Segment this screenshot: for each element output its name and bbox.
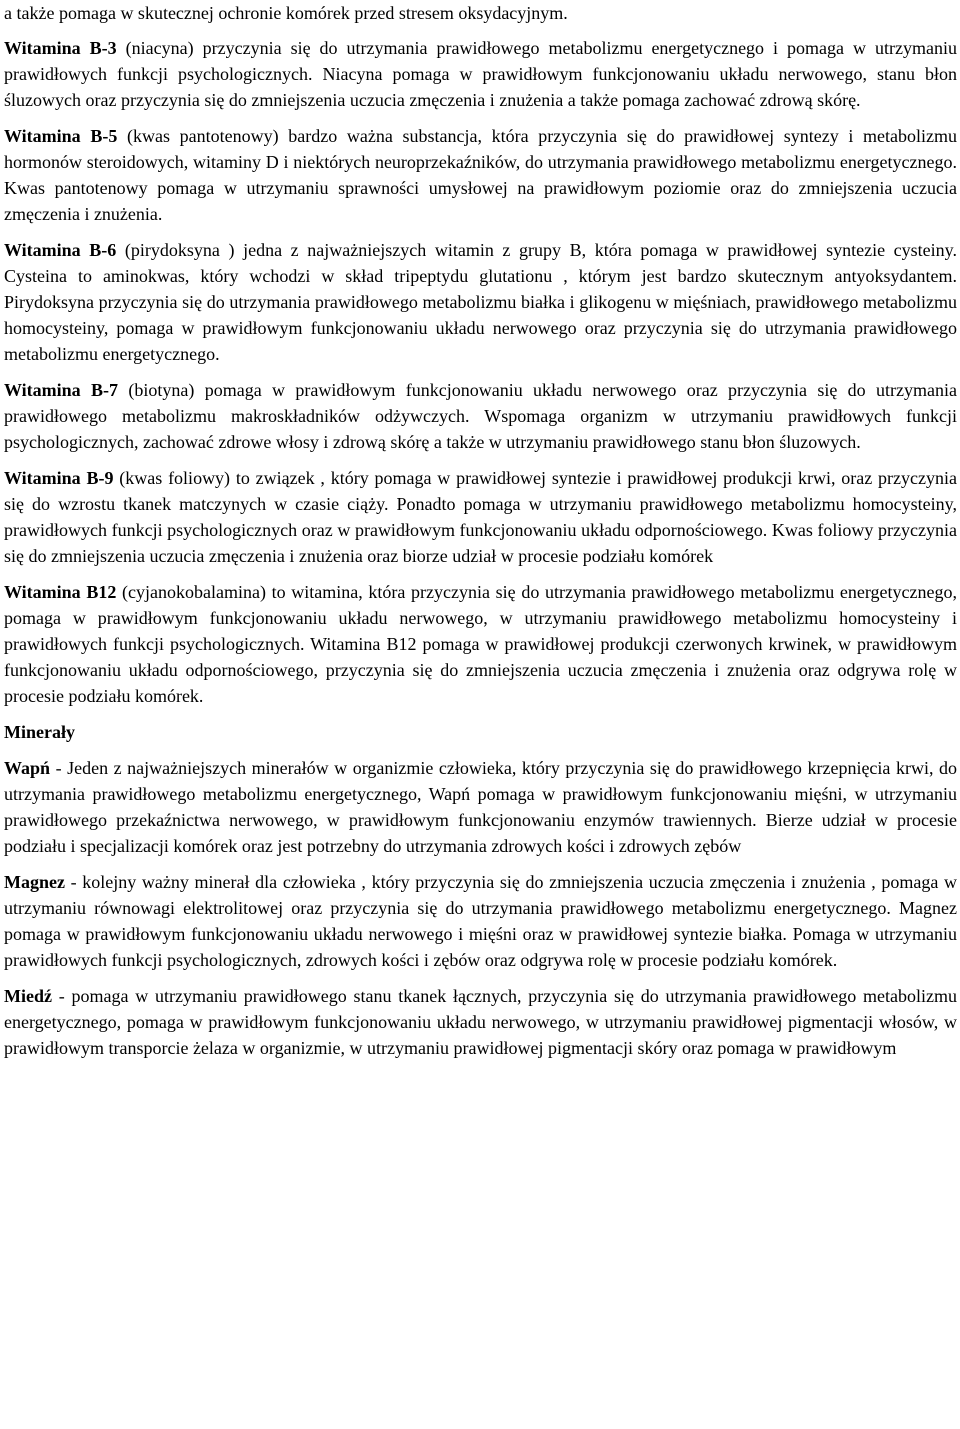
document-page [4,0,957,1071]
vitamin-b12-heading: Witamina B12 [4,582,117,602]
paragraph-text: (niacyna) przyczynia się do utrzymania prawidłowego metabolizmu energetycznego i pomaga w utrzymaniu prawidłowych funkcji psychologicznych. Niacyna pomaga w prawidłowym funkcjonowaniu układu nerwowego, stanu błon śluzowych oraz przyczynia się do zmniejszenia uczucia zmęczenia i znużenia a także pomaga zachować zdrową skórę. [4,38,957,110]
paragraph-text: - kolejny ważny minerał dla człowieka , który przyczynia się do zmniejszenia uczucia zmęczenia i znużenia , pomaga w utrzymaniu równowagi elektrolitowej oraz przyczynia się do utrzymania prawidłowego metabolizmu energetycznego. Magnez pomaga w prawidłowym funkcjonowaniu układu nerwowego i mięśni oraz w prawidłowej syntezie białka. Pomaga w utrzymaniu prawidłowych funkcji psychologicznych, zdrowych kości i zębów oraz odgrywa rolę w procesie podziału komórek. [4,872,957,970]
vitamin-b9-heading: Witamina B-9 [4,468,114,488]
vitamin-b3-heading: Witamina B-3 [4,38,117,58]
paragraph-text: a także pomaga w skutecznej ochronie komórek przed stresem oksydacyjnym. [4,3,568,23]
paragraph-vitamin-b5 [4,123,957,227]
paragraph-magnesium [4,869,957,973]
paragraph-intro [4,0,957,26]
paragraph-text: (pirydoksyna ) jedna z najważniejszych witamin z grupy B, która pomaga w prawidłowej syntezie cysteiny. Cysteina to aminokwas, który wchodzi w skład tripeptydu glutationu , którym jest bardzo skutecznym antyoksydantem. Pirydoksyna przyczynia się do utrzymania prawidłowego metabolizmu białka i glikogenu w mięśniach, prawidłowego metabolizmu homocysteiny, pomaga w prawidłowym funkcjonowaniu układu nerwowego oraz przyczynia się do utrzymania prawidłowego metabolizmu energetycznego. [4,240,957,364]
vitamin-b6-heading: Witamina B-6 [4,240,117,260]
paragraph-vitamin-b7 [4,377,957,455]
paragraph-copper [4,983,957,1061]
copper-heading: Miedź [4,986,52,1006]
paragraph-vitamin-b6 [4,237,957,367]
paragraph-text: - pomaga w utrzymaniu prawidłowego stanu tkanek łącznych, przyczynia się do utrzymania prawidłowego metabolizmu energetycznego, pomaga w prawidłowym funkcjonowaniu układu nerwowego, w utrzymaniu prawidłowej pigmentacji włosów, w prawidłowym transporcie żelaza w organizmie, w utrzymaniu prawidłowej pigmentacji skóry oraz pomaga w prawidłowym [4,986,957,1058]
paragraph-calcium [4,755,957,859]
minerals-heading: Minerały [4,722,75,742]
vitamin-b5-heading: Witamina B-5 [4,126,118,146]
paragraph-text: (kwas foliowy) to związek , który pomaga w prawidłowej syntezie i prawidłowej produkcji krwi, oraz przyczynia się do wzrostu tkanek matczynych w czasie ciąży. Ponadto pomaga w utrzymaniu prawidłowego metabolizmu homocysteiny, prawidłowych funkcji psychologicznych oraz w prawidłowym funkcjonowaniu układu odpornościowego. Kwas foliowy przyczynia się do zmniejszenia uczucia zmęczenia i znużenia oraz biorze udział w procesie podziału komórek [4,468,957,566]
vitamin-b7-heading: Witamina B-7 [4,380,119,400]
magnesium-heading: Magnez [4,872,65,892]
paragraph-text: (cyjanokobalamina) to witamina, która przyczynia się do utrzymania prawidłowego metabolizmu energetycznego, pomaga w prawidłowym funkcjonowaniu układu nerwowego, w utrzymaniu prawidłowego metabolizmu homocysteiny i prawidłowych funkcji psychologicznych. Witamina B12 pomaga w prawidłowej produkcji czerwonych krwinek, w prawidłowym funkcjonowaniu układu odpornościowego, przyczynia się do zmniejszenia uczucia zmęczenia i znużenia oraz odgrywa rolę w procesie podziału komórek. [4,582,957,706]
paragraph-vitamin-b9 [4,465,957,569]
paragraph-vitamin-b3 [4,35,957,113]
paragraph-text: (biotyna) pomaga w prawidłowym funkcjonowaniu układu nerwowego oraz przyczynia się do utrzymania prawidłowego metabolizmu makroskładników odżywczych. Wspomaga organizm w utrzymaniu prawidłowych funkcji psychologicznych, zachować zdrowe włosy i zdrową skórę a także w utrzymaniu prawidłowego stanu błon śluzowych. [4,380,957,452]
section-heading-minerals [4,719,957,745]
calcium-heading: Wapń [4,758,51,778]
paragraph-text: - Jeden z najważniejszych minerałów w organizmie człowieka, który przyczynia się do prawidłowego krzepnięcia krwi, do utrzymania prawidłowego metabolizmu energetycznego, Wapń pomaga w prawidłowym funkcjonowaniu mięśni, w utrzymaniu prawidłowego przekaźnictwa nerwowego, w prawidłowym funkcjonowaniu enzymów trawiennych. Bierze udział w procesie podziału i specjalizacji komórek oraz jest potrzebny do utrzymania zdrowych kości i zdrowych zębów [4,758,957,856]
paragraph-vitamin-b12 [4,579,957,709]
paragraph-text: (kwas pantotenowy) bardzo ważna substancja, która przyczynia się do prawidłowej syntezy i metabolizmu hormonów steroidowych, witaminy D i niektórych neuroprzekaźników, do utrzymania prawidłowego metabolizmu energetycznego. Kwas pantotenowy pomaga w utrzymaniu sprawności umysłowej na prawidłowym poziomie oraz do zmniejszenia uczucia zmęczenia i znużenia. [4,126,957,224]
